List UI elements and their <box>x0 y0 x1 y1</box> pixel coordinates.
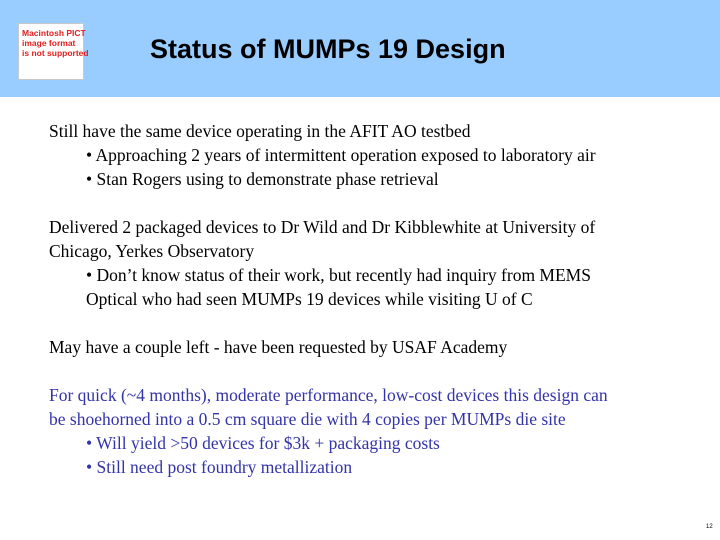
slide-body <box>49 119 709 479</box>
bullet-item: • Don’t know status of their work, but recently had inquiry from MEMS <box>86 265 591 285</box>
bullet-item: • Still need post foundry metallization <box>86 457 353 477</box>
paragraph-line: Still have the same device operating in the AFIT AO testbed <box>49 121 471 141</box>
unsupported-image-placeholder <box>18 23 89 80</box>
placeholder-line: Macintosh PICT <box>22 28 86 38</box>
paragraph-usaf-academy <box>49 335 709 359</box>
bullet-item: • Stan Rogers using to demonstrate phase retrieval <box>86 169 439 189</box>
page-number: 12 <box>706 524 713 530</box>
bullet-item: • Will yield >50 devices for $3k + packaging costs <box>86 433 440 453</box>
paragraph-line: Delivered 2 packaged devices to Dr Wild and Dr Kibblewhite at University of <box>49 217 596 237</box>
bullet-item: • Approaching 2 years of intermittent operation exposed to laboratory air <box>86 145 596 165</box>
paragraph-quick-devices <box>49 383 709 479</box>
paragraph-line: May have a couple left - have been requested by USAF Academy <box>49 337 508 357</box>
placeholder-line: image format <box>22 38 76 48</box>
paragraph-line: For quick (~4 months), moderate performance, low-cost devices this design can <box>49 385 608 405</box>
placeholder-line: is not supported <box>22 48 89 58</box>
paragraph-line: Chicago, Yerkes Observatory <box>49 241 255 261</box>
paragraph-device-testbed <box>49 119 709 191</box>
slide-title: Status of MUMPs 19 Design <box>150 34 506 64</box>
paragraph-line: be shoehorned into a 0.5 cm square die with 4 copies per MUMPs die site <box>49 409 566 429</box>
paragraph-delivered-devices <box>49 215 709 311</box>
bullet-item-continuation: Optical who had seen MUMPs 19 devices while visiting U of C <box>86 289 533 309</box>
